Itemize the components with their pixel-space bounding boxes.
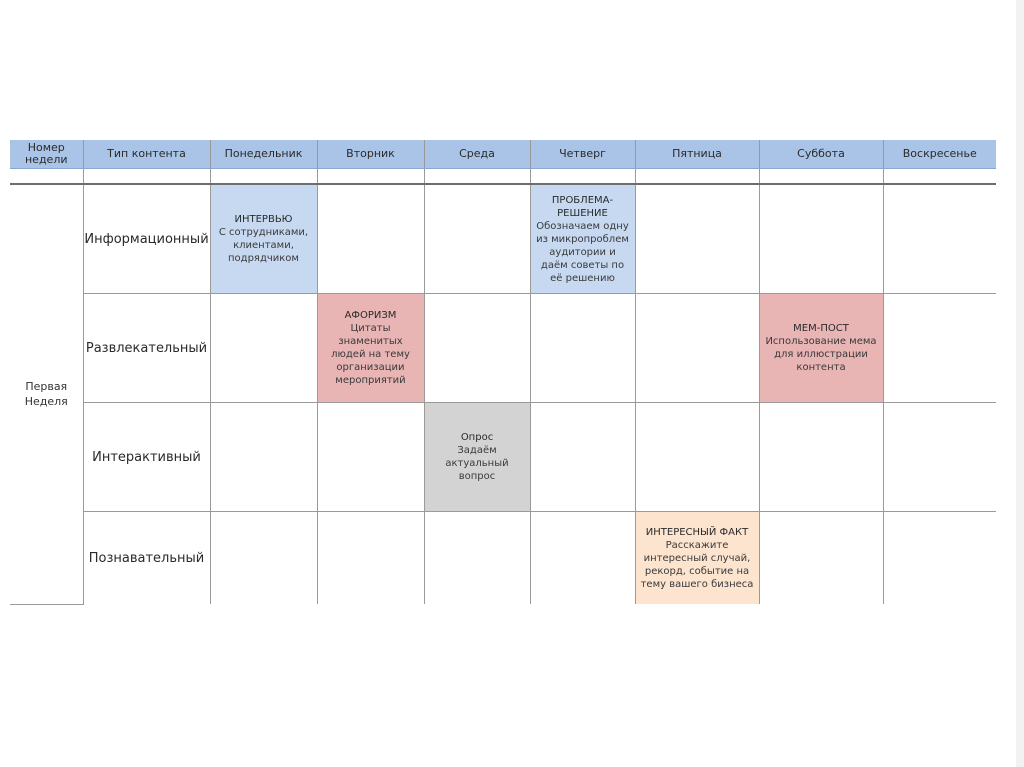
- empty-cell: [210, 403, 317, 512]
- empty-cell: [759, 184, 883, 294]
- card-body: Задаём актуальный вопрос: [445, 445, 509, 482]
- empty-cell: [424, 512, 530, 605]
- header-saturday: Суббота: [759, 140, 883, 169]
- header-type: Тип контента: [83, 140, 210, 169]
- empty-cell: [759, 403, 883, 512]
- slide-edge: [1016, 0, 1024, 767]
- card-meme-post: [759, 294, 883, 403]
- empty-cell: [530, 403, 635, 512]
- empty-cell: [210, 294, 317, 403]
- table-row: [10, 184, 996, 294]
- content-plan-table: [10, 140, 996, 605]
- header-sunday: Воскресенье: [883, 140, 996, 169]
- table-row: [10, 512, 996, 605]
- card-body: Цитаты знаменитых людей на тему организации мероприятий: [331, 323, 410, 386]
- empty-cell: [317, 512, 424, 605]
- card-title: Опрос: [460, 432, 494, 443]
- card-title: ИНТЕРВЬЮ: [234, 214, 293, 225]
- header-friday: Пятница: [635, 140, 759, 169]
- empty-cell: [635, 184, 759, 294]
- card-body: С сотрудниками, клиентами, подрядчиком: [218, 227, 309, 264]
- empty-cell: [424, 294, 530, 403]
- table-row: [10, 403, 996, 512]
- card-poll: [424, 403, 530, 512]
- empty-cell: [424, 184, 530, 294]
- empty-cell: [530, 512, 635, 605]
- header-tuesday: Вторник: [317, 140, 424, 169]
- card-interview: [210, 184, 317, 294]
- content-type-label: Информационный: [83, 184, 210, 294]
- empty-cell: [317, 184, 424, 294]
- card-problem-solution: [530, 184, 635, 294]
- empty-cell: [635, 294, 759, 403]
- empty-cell: [883, 512, 996, 605]
- empty-cell: [530, 294, 635, 403]
- table-row: [10, 294, 996, 403]
- card-title: МЕМ-ПОСТ: [793, 323, 849, 334]
- header-monday: Понедельник: [210, 140, 317, 169]
- card-title: АФОРИЗМ: [344, 310, 397, 321]
- card-body: Использование мема для иллюстрации контента: [765, 336, 877, 373]
- card-interesting-fact: [635, 512, 759, 605]
- card-body: Обозначаем одну из микропроблем аудитории и даём советы по её решению: [536, 220, 629, 284]
- empty-cell: [635, 403, 759, 512]
- header-thursday: Четверг: [530, 140, 635, 169]
- empty-cell: [883, 184, 996, 294]
- header-wednesday: Среда: [424, 140, 530, 169]
- content-type-label: Развлекательный: [83, 294, 210, 403]
- content-type-label: Интерактивный: [83, 403, 210, 512]
- card-title: ПРОБЛЕМА-РЕШЕНИЕ: [551, 194, 614, 219]
- empty-cell: [210, 512, 317, 605]
- card-title: ИНТЕРЕСНЫЙ ФАКТ: [645, 526, 749, 538]
- empty-cell: [317, 403, 424, 512]
- header-row: [10, 140, 996, 169]
- week-label: Первая Неделя: [10, 184, 83, 604]
- empty-cell: [883, 294, 996, 403]
- empty-cell: [883, 403, 996, 512]
- spacer-row: [10, 169, 996, 185]
- content-type-label: Познавательный: [83, 512, 210, 605]
- card-aphorism: [317, 294, 424, 403]
- header-week: Номер недели: [10, 140, 83, 169]
- card-body: Расскажите интересный случай, рекорд, событие на тему вашего бизнеса: [640, 539, 754, 590]
- empty-cell: [759, 512, 883, 605]
